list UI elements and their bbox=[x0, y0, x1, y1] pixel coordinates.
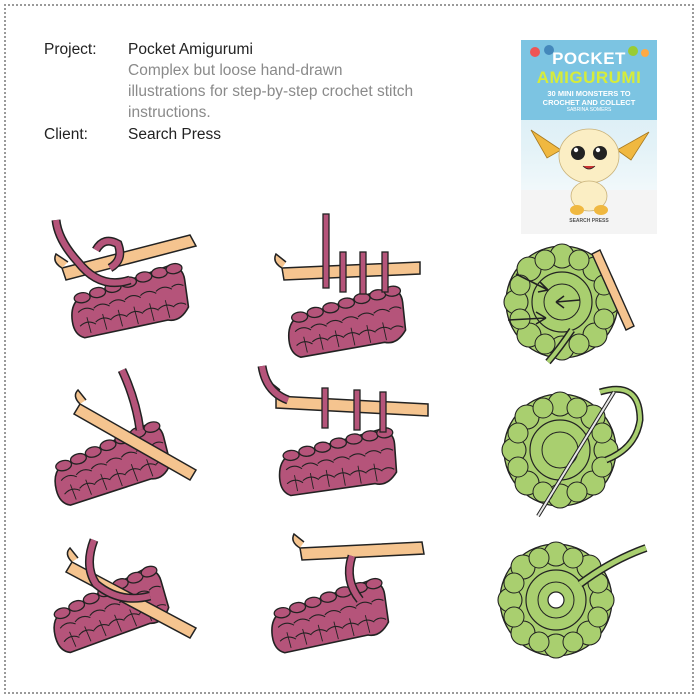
stitch-illustration-9 bbox=[498, 542, 646, 658]
project-label: Project: bbox=[44, 41, 97, 58]
cover-publisher: SEARCH PRESS bbox=[569, 218, 609, 224]
client-name: Search Press bbox=[128, 126, 222, 143]
project-description: Complex but loose hand-drawn illustrations for step-by-step crochet stitch instructions. bbox=[128, 62, 414, 121]
client-label: Client: bbox=[44, 126, 88, 143]
stitch-illustration-6 bbox=[502, 389, 640, 516]
stitch-illustration-2 bbox=[275, 214, 420, 358]
cover-title-line1: POCKET bbox=[552, 49, 626, 68]
stitch-illustration-3 bbox=[504, 244, 634, 362]
stitch-illustration-7 bbox=[44, 540, 196, 655]
project-name: Pocket Amigurumi bbox=[128, 41, 253, 58]
cover-subtitle: 30 MINI MONSTERS TO CROCHET AND COLLECT bbox=[542, 89, 636, 107]
cover-author: SABRINA SOMERS bbox=[566, 107, 612, 113]
cover-title-line2: AMIGURUMI bbox=[536, 68, 642, 87]
stitch-illustration-4 bbox=[46, 370, 196, 508]
stitch-illustration-1 bbox=[55, 220, 196, 339]
stitch-illustration-5 bbox=[262, 366, 428, 496]
stitch-illustration-8 bbox=[266, 534, 424, 654]
